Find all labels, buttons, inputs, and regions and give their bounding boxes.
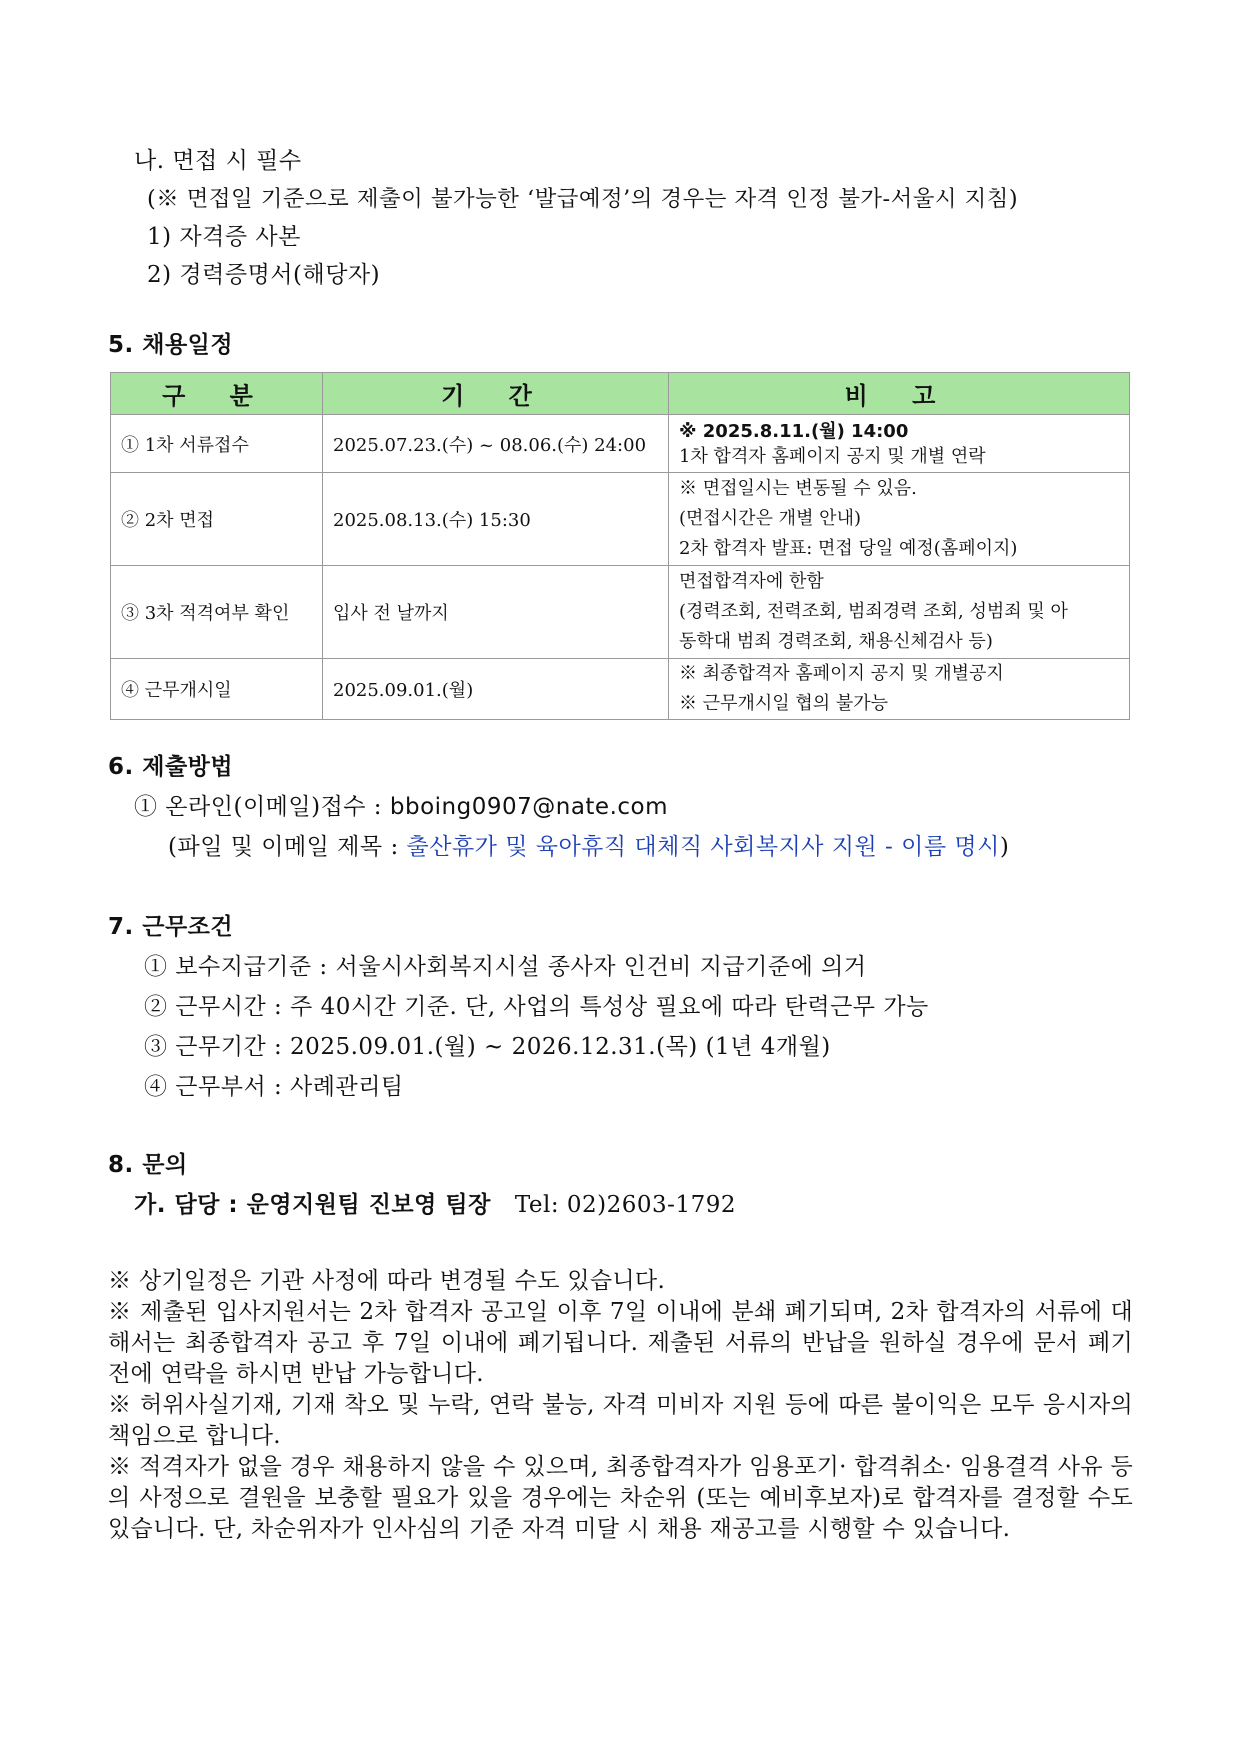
notice-2: ※ 제출된 입사지원서는 2차 합격자 공고일 이후 7일 이내에 분쇄 폐기되며, 2차 합격자의 서류에 대해서는 최종합격자 공고 후 7일 이내에 폐기됩니다. 제출된 서류의 반납을 원하실 경우에 문서 폐기 전에 연락을 하시면 반납 가능합니다.	[108, 1299, 1133, 1387]
table-row	[111, 473, 1130, 566]
schedule-header-row	[111, 373, 1130, 415]
row-period: 2025.08.13.(수) 15:30	[323, 473, 669, 566]
note-line: ※ 최종합격자 홈페이지 공지 및 개별공지	[679, 663, 1004, 684]
subject-suffix: )	[999, 834, 1010, 860]
table-row	[111, 415, 1130, 473]
row-label: ④ 근무개시일	[111, 659, 323, 720]
condition-item: ③ 근무기간 : 2025.09.01.(월) ~ 2026.12.31.(목) (1년 4개월)	[144, 1034, 831, 1060]
notice-3: ※ 허위사실기재, 기재 착오 및 누락, 연락 불능, 자격 미비자 지원 등에 따른 불이익은 모두 응시자의 책임으로 합니다.	[108, 1392, 1133, 1449]
condition-item: ④ 근무부서 : 사례관리팀	[144, 1074, 404, 1100]
header-remarks: 비 고	[669, 373, 1130, 415]
note-line: (경력조회, 전력조회, 범죄경력 조회, 성범죄 및 아	[679, 601, 1068, 622]
required-item-1: 1) 자격증 사본	[147, 224, 301, 250]
row-label: ③ 3차 적격여부 확인	[111, 566, 323, 659]
required-item-2: 2) 경력증명서(해당자)	[147, 262, 381, 288]
row-label: ① 1차 서류접수	[111, 415, 323, 473]
email-address[interactable]: bboing0907@nate.com	[389, 794, 669, 820]
row-notes	[669, 566, 1130, 659]
note-line: 동학대 범죄 경력조회, 채용신체검사 등)	[679, 631, 993, 652]
row-notes	[669, 659, 1130, 720]
row-period: 2025.09.01.(월)	[323, 659, 669, 720]
subject-prefix: (파일 및 이메일 제목 :	[168, 834, 407, 860]
note-line: (면접시간은 개별 안내)	[679, 508, 861, 529]
interview-required-title: 나. 면접 시 필수	[134, 148, 302, 174]
notice-1: ※ 상기일정은 기관 사정에 따라 변경될 수도 있습니다.	[108, 1268, 666, 1294]
online-submission	[134, 792, 668, 822]
note-line: ※ 근무개시일 협의 불가능	[679, 693, 889, 714]
contact-person: 가. 담당 : 운영지원팀 진보영 팀장	[134, 1192, 491, 1218]
schedule-table	[110, 372, 1130, 720]
row-period: 2025.07.23.(수) ~ 08.06.(수) 24:00	[323, 415, 669, 473]
inquiry-heading: 8. 문의	[108, 1152, 188, 1178]
table-row	[111, 566, 1130, 659]
row-label: ② 2차 면접	[111, 473, 323, 566]
contact-tel: Tel: 02)2603-1792	[514, 1192, 736, 1218]
table-row	[111, 659, 1130, 720]
notice-4: ※ 적격자가 없을 경우 채용하지 않을 수 있으며, 최종합격자가 임용포기· 합격취소· 임용결격 사유 등의 사정으로 결원을 보충할 필요가 있을 경우에는 차순위 (또는 예비후보자)로 합격자를 결정할 수도 있습니다. 단, 차순위자가 인사심의 기준 자격 미달 시 채용 재공고를 시행할 수 있습니다.	[108, 1454, 1133, 1542]
schedule-heading: 5. 채용일정	[108, 332, 234, 358]
row-notes	[669, 473, 1130, 566]
conditions-heading: 7. 근무조건	[108, 914, 234, 940]
note-line: ※ 2025.8.11.(월) 14:00	[679, 420, 909, 442]
interview-required-note: (※ 면접일 기준으로 제출이 불가능한 ‘발급예정’의 경우는 자격 인정 불가-서울시 지침)	[147, 186, 1019, 212]
row-notes	[669, 415, 1130, 473]
submission-heading: 6. 제출방법	[108, 754, 234, 780]
note-line: 2차 합격자 발표: 면접 당일 예정(홈페이지)	[679, 538, 1018, 559]
email-subject: 출산휴가 및 육아휴직 대체직 사회복지사 지원 - 이름 명시	[406, 834, 1000, 860]
header-category: 구 분	[111, 373, 323, 415]
condition-item: ② 근무시간 : 주 40시간 기준. 단, 사업의 특성상 필요에 따라 탄력근무 가능	[144, 994, 929, 1020]
condition-item: ① 보수지급기준 : 서울시사회복지시설 종사자 인건비 지급기준에 의거	[144, 954, 867, 980]
inquiry-contact-line	[134, 1190, 736, 1220]
note-line: ※ 면접일시는 변동될 수 있음.	[679, 478, 917, 499]
header-period: 기 간	[323, 373, 669, 415]
note-line: 1차 합격자 홈페이지 공지 및 개별 연락	[679, 445, 986, 467]
email-subject-line	[168, 832, 1009, 862]
online-label: ① 온라인(이메일)접수 :	[134, 794, 390, 820]
row-period: 입사 전 날까지	[323, 566, 669, 659]
note-line: 면접합격자에 한함	[679, 571, 824, 592]
